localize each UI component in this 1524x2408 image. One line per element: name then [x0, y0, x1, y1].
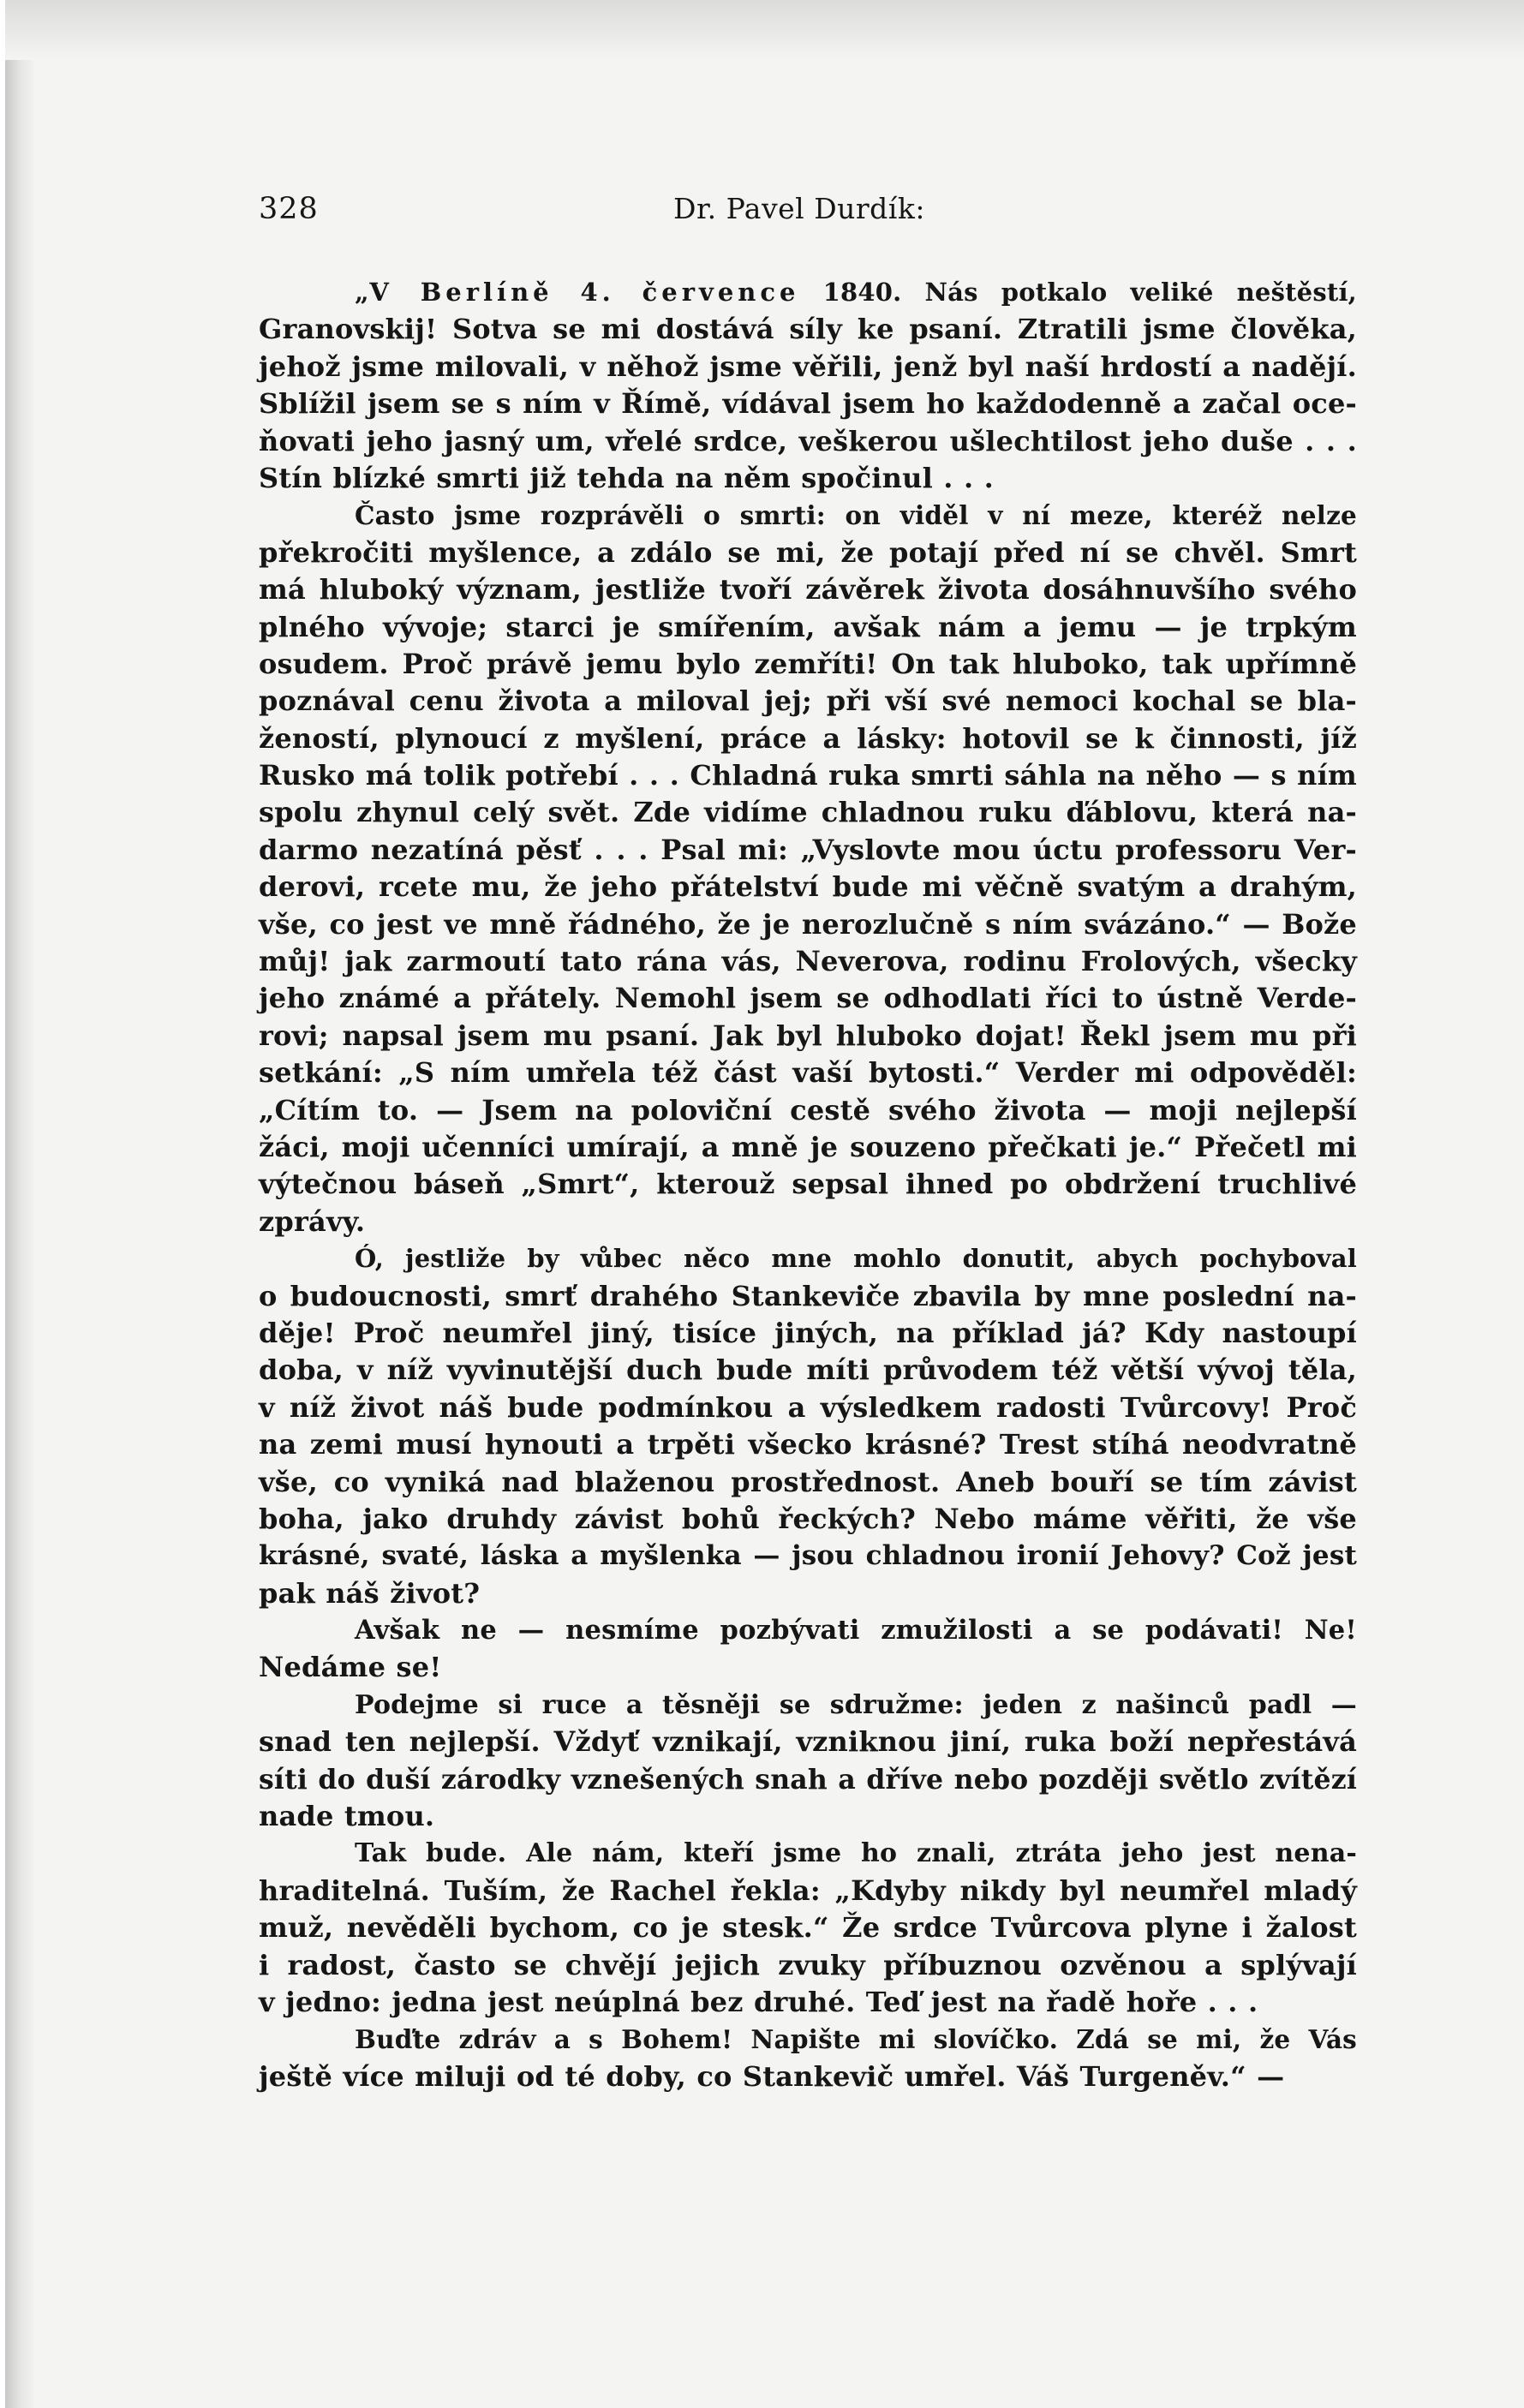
text-line: žeností, plynoucí z myšlení, práce a lásky: hotovil se k činnosti, jíž	[259, 721, 1357, 755]
text-line: vše, co vyniká nad blaženou prostřednost. Aneb bouří se tím závist	[259, 1465, 1357, 1498]
text-line: rovi; napsal jsem mu psaní. Jak byl hluboko dojat! Řekl jsem mu při	[259, 1019, 1357, 1052]
text-line: zprávy.	[259, 1204, 366, 1238]
body-text	[259, 274, 1357, 2095]
text-line: spolu zhynul celý svět. Zde vidíme chladnou ruku ďáblovu, která na-	[259, 796, 1357, 829]
text-line: Podejme si ruce a těsněji se sdružme: jeden z našinců padl —	[355, 1689, 1357, 1720]
binding-shadow	[5, 0, 36, 2408]
text-line: boha, jako druhdy závist bohů řeckých? Nebo máme věřiti, že vše	[259, 1502, 1357, 1535]
text-line: má hluboký význam, jestliže tvoří závěrek života dosáhnuvšího svého	[259, 573, 1357, 606]
text-line: plného vývoje; starci je smířením, avšak nám a jemu — je trpkým	[259, 610, 1357, 643]
text-line: vše, co jest ve mně řádného, že je nerozlučně s ním svázáno.“ — Bože	[259, 907, 1357, 941]
running-head	[259, 187, 1355, 233]
text-line: v níž život náš bude podmínkou a výsledkem radosti Tvůrcovy! Proč	[259, 1390, 1357, 1424]
text-line: žáci, moji učenníci umírají, a mně je souzeno přečkati je.“ Přečetl mi	[259, 1130, 1357, 1163]
text-line: „V Berlíně 4. července 1840. Nás potkalo veliké neštěstí,	[355, 278, 1357, 307]
text-line: na zemi musí hynouti a trpěti všecko krásné? Trest stíhá neodvratně	[259, 1428, 1357, 1461]
text-line: muž, nevěděli bychom, co je stesk.“ Že srdce Tvůrcova plyne i žalost	[259, 1911, 1357, 1945]
text-line: Tak bude. Ale nám, kteří jsme ho znali, ztráta jeho jest nena-	[355, 1838, 1357, 1869]
text-line: derovi, rcete mu, že jeho přátelství bude mi věčně svatým a drahým,	[259, 870, 1357, 904]
text-line: osudem. Proč právě jemu bylo zemříti! On tak hluboko, tak upřímně	[259, 647, 1357, 680]
text-line: ňovati jeho jasný um, vřelé srdce, veškerou ušlechtilost jeho duše . . .	[259, 424, 1357, 457]
text-line: hraditelná. Tuším, že Rachel řekla: „Kdyby nikdy byl neumřel mladý	[259, 1873, 1357, 1907]
text-line: pak náš život?	[259, 1576, 481, 1610]
text-line: překročiti myšlence, a zdálo se mi, že potají před ní se chvěl. Smrt	[259, 535, 1357, 569]
text-line: Často jsme rozprávěli o smrti: on viděl v ní meze, kteréž nelze	[355, 500, 1357, 531]
text-line: krásné, svaté, láska a myšlenka — jsou chladnou ironií Jehovy? Což jest	[259, 1540, 1357, 1572]
text-line: síti do duší zárodky vznešených snah a dříve nebo později světlo zvítězí	[259, 1763, 1357, 1796]
text-line: Granovskij! Sotva se mi dostává síly ke psaní. Ztratili jsme člověka,	[259, 313, 1357, 346]
text-line: v jedno: jedna jest neúplná bez druhé. Teď jest na řadě hoře . . .	[259, 1985, 1258, 2018]
text-line: Rusko má tolik potřebí . . . Chladná ruka smrti sáhla na něho — s ním	[259, 759, 1357, 792]
text-line: doba, v níž vyvinutější duch bude míti průvodem též větší vývoj těla,	[259, 1353, 1357, 1387]
text-line: i radost, často se chvějí jejich zvuky příbuznou ozvěnou a splývají	[259, 1948, 1357, 1981]
page-number: 328	[259, 192, 319, 226]
book-page	[5, 0, 1524, 2408]
text-line: Nedáme se!	[259, 1651, 442, 1684]
text-line: Ó, jestliže by vůbec něco mne mohlo donutit, abych pochyboval	[355, 1244, 1357, 1274]
text-line: snad ten nejlepší. Vždyť vznikají, vzniknou jiní, ruka boží nepřestává	[259, 1725, 1357, 1759]
text-line: jeho známé a přátely. Nemohl jsem se odhodlati říci to ústně Verde-	[259, 982, 1357, 1015]
text-line: setkání: „S ním umřela též část vaší bytosti.“ Verder mi odpověděl:	[259, 1056, 1357, 1090]
text-line: nade tmou.	[259, 1800, 435, 1833]
top-edge-shadow	[5, 0, 1524, 60]
header-author: Dr. Pavel Durdík:	[673, 192, 925, 225]
text-line: můj! jak zarmoutí tato rána vás, Neverova, rodinu Frolových, všecky	[259, 945, 1357, 978]
text-line: Sblížil jsem se s ním v Římě, vídával jsem ho každodenně a začal oce-	[259, 387, 1357, 421]
text-line: výtečnou báseň „Smrt“, kterouž sepsal ihned po obdržení truchlivé	[259, 1168, 1357, 1201]
text-line: ještě více miluji od té doby, co Stankevič umřel. Váš Turgeněv.“ —	[259, 2059, 1285, 2093]
text-line: „Cítím to. — Jsem na poloviční cestě svého života — moji nejlepší	[259, 1093, 1357, 1126]
text-line: děje! Proč neumřel jiný, tisíce jiných, na příklad já? Kdy nastoupí	[259, 1316, 1357, 1349]
text-line: o budoucnosti, smrť drahého Stankeviče zbavila by mne poslední na-	[259, 1279, 1357, 1312]
text-line: Avšak ne — nesmíme pozbývati zmužilosti a se podávati! Ne!	[355, 1615, 1357, 1646]
text-line: poznával cenu života a miloval jej; při vší své nemoci kochal se bla-	[259, 684, 1357, 718]
text-line: jehož jsme milovali, v něhož jsme věřili, jenž byl naší hrdostí a nadějí.	[259, 350, 1357, 383]
text-line: darmo nezatíná pěsť . . . Psal mi: „Vyslovte mou úctu professoru Ver-	[259, 833, 1357, 866]
text-line: Stín blízké smrti již tehda na něm spočinul . . .	[259, 461, 994, 494]
text-line: Buďte zdráv a s Bohem! Napište mi slovíčko. Zdá se mi, že Vás	[355, 2024, 1357, 2055]
